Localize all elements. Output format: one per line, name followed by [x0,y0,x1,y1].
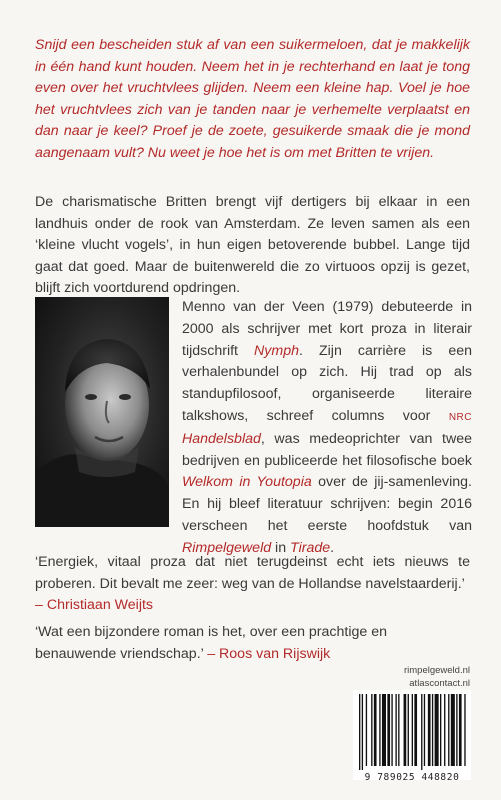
barcode-bar [464,694,465,766]
barcode-bar [459,694,462,766]
barcode-bar [362,694,363,770]
isbn-barcode [353,690,471,780]
review-quote-rijswijk: ‘Wat een bijzondere roman is het, over een prachtige en benauwende vriendschap.’ – Roos van Rijswijk [35,624,387,662]
barcode-bar [451,694,455,766]
barcode-bar [387,694,390,766]
barcode-bar [456,694,457,766]
author-bio: Menno van der Veen (1979) debuteerde in 2000 als schrijver met kort proza in literair tijdschrift Nymph. Zijn carrière is een verhalenbundel op zich. Hij trad op als standupfilosoof, organiseerde literaire talkshows, schreef columns voor NRC Handelsblad, was medeoprichter van twee bedrijven en publiceerde het filosofische boek Welkom in Youtopia over de jij-samenleving. En hij bleef literatuur schrijven: begin 2016 verscheen het eerste hoofdstuk van Rimpelgeweld in Tirade. [182,299,472,556]
magazine-tirade: Tirade [290,539,331,556]
barcode-bar [366,694,367,766]
barcode-bar [379,694,380,766]
intro-excerpt: Snijd een bescheiden stuk af van een suikermeloen, dat je makkelijk in één hand kunt houden. Neem het in je rechterhand en laat je tong even over het vruchtvlees glijden. Neem een kleine hap. Voel je hoe het vruchtvlees zich van je tanden naar je verhemelte verplaatst en dan naar je keel? Proef je de zoete, gesuikerde smaak die je mond aangenaam vult? Nu weet je hoe het is om met Britten te vrijen. [35,37,470,161]
quote-author-weijts: – Christiaan Weijts [35,597,154,613]
barcode-bar [391,694,392,766]
barcode-bar [435,694,439,766]
barcode-bar [382,694,386,766]
newspaper-nrc: NRC [448,411,472,423]
barcode-bar [374,694,377,766]
book-rimpelgeweld: Rimpelgeweld [182,539,272,556]
book-summary: De charismatische Britten brengt vijf dertigers bij elkaar in een landhuis onder de rook van Amsterdam. Ze leven samen als een ‘kleine vlucht vogels’, in hun eigen betoverende bubbel. Lange tijd gaat dat goed. Maar de buitenwereld die zo virtuoos opzij is gezet, blijft zich voortdurend opdringen. [35,194,470,296]
barcode-bar [404,694,407,766]
isbn-number: 9 789025 448820 [364,772,460,783]
barcode-bar [448,694,449,766]
barcode-bar [440,694,441,766]
website-rimpelgeweld: rimpelgeweld.nl [403,665,470,676]
barcode-bar [424,694,425,766]
newspaper-handelsblad: Handelsblad [182,430,261,447]
barcode-bar [421,694,422,770]
barcode-bar [371,694,372,766]
review-quote-weijts: ‘Energiek, vitaal proza dat niet terugdeinst echt iets nieuws te proberen. Dit bevalt me zeer: weg van de Hollandse navelstaarderij.’ – Christiaan Weijts [35,554,470,613]
magazine-nymph: Nymph [254,342,299,359]
barcode-bar [432,694,433,766]
barcode-bar [408,694,409,766]
barcode-bar [414,694,417,766]
barcode-bar [395,694,396,766]
quote-author-rijswijk: – Roos van Rijswijk [207,645,331,662]
barcode-bar [444,694,445,766]
barcode-bar [412,694,413,766]
barcode-bar [428,694,431,766]
author-photo [35,297,169,527]
barcode-bar [398,694,399,766]
website-atlascontact: atlascontact.nl [409,678,470,689]
book-welkom-in-youtopia: Welkom in Youtopia [182,474,312,491]
website-links [404,664,470,690]
barcode-bar [359,694,360,770]
